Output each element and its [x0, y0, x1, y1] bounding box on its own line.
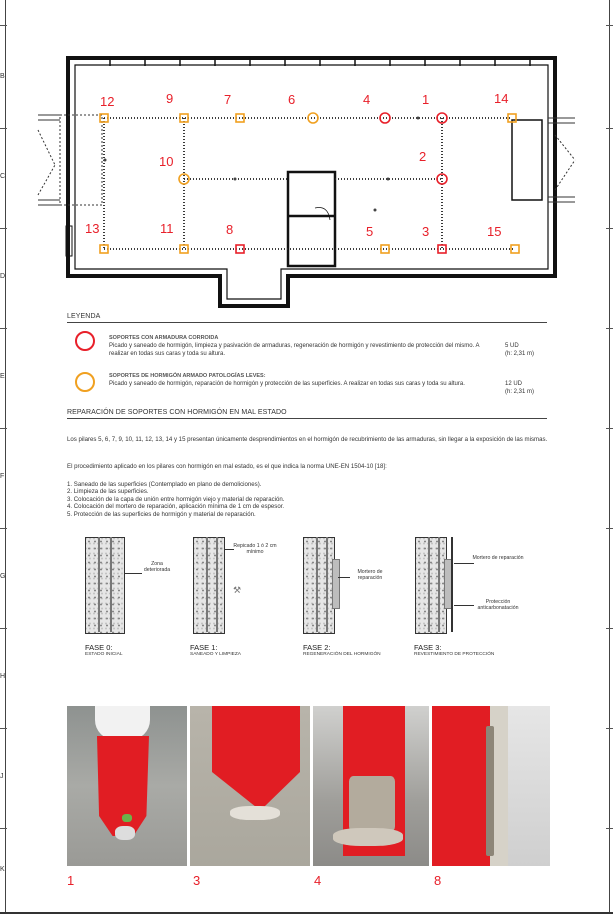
photo-label-8: 8: [434, 873, 442, 888]
photo-label-1: 1: [67, 873, 75, 888]
phase-2-title: FASE 2:: [303, 643, 331, 652]
pillar-label: 9: [166, 91, 174, 106]
ruler-label: G: [0, 573, 6, 580]
sheet-bottom-border: [0, 912, 613, 914]
legend-corroded-circle-icon: [75, 331, 95, 351]
phase-3-note: Mortero de reparación: [472, 555, 524, 561]
pillar-label: 6: [288, 92, 296, 107]
pillar-label: 7: [224, 92, 232, 107]
repair-paragraph-2: El procedimiento aplicado en los pilares con hormigón en mal estado, es el que indica la norma UNE-EN 1504-10 [18]:: [67, 463, 387, 470]
pillar-label: 2: [419, 149, 427, 164]
left-grid-ruler: [0, 0, 7, 912]
floor-plan: [30, 40, 585, 310]
legend-mild-text: Picado y saneado de hormigón, reparación de hormigón y protección de las superficies. A realizar en todas sus caras y toda su altura.: [109, 381, 465, 387]
pillar-marker: [381, 245, 389, 253]
building-inner-wall: [75, 65, 548, 299]
phase-2-diagram: [298, 537, 398, 637]
photo-pillar-1: [67, 706, 187, 866]
right-annex: [512, 118, 575, 202]
pillar-label: 14: [494, 91, 509, 106]
phase-3-title: FASE 3:: [414, 643, 442, 652]
pillar-marker: [438, 245, 446, 253]
pillar-marker: [180, 245, 188, 253]
ruler-label: H: [0, 673, 6, 680]
repair-step: 5. Protección de las superficies de hormigón y material de reparación.: [67, 510, 256, 518]
photo-pillar-4: [313, 706, 429, 866]
pillar-label: 12: [100, 94, 115, 109]
pillar-label: 5: [366, 224, 374, 239]
pillar-marker: [308, 113, 318, 123]
pillar-label: 1: [422, 92, 430, 107]
legend-mild-heading: SOPORTES DE HORMIGÓN ARMADO PATOLOGÍAS LEVES:: [109, 373, 266, 379]
legend-corroded-qty: 5 UD (h: 2,31 m): [505, 343, 535, 357]
pillar-marker: [380, 113, 390, 123]
phase-3-note-2: Protección anticarbonatación: [477, 599, 519, 611]
photo-label-4: 4: [314, 873, 322, 888]
phase-1-diagram: [188, 537, 288, 637]
pillar-label: 3: [422, 224, 430, 239]
photo-pillar-8: [432, 706, 550, 866]
repair-step: 4. Colocación del mortero de reparación, aplicación mínima de 1 cm de espesor.: [67, 503, 285, 511]
legend-corroded-text: Picado y saneado de hormigón, limpieza y pasivación de armaduras, regeneración de hormigón y revestimiento de protección del mismo. A realizar en todas sus caras y toda su altura.: [109, 343, 480, 357]
ruler-label: D: [0, 273, 6, 280]
photo-label-3: 3: [193, 873, 201, 888]
repair-step: 3. Colocación de la capa de unión entre hormigón viejo y material de reparación.: [67, 495, 285, 503]
ruler-label: F: [0, 473, 5, 480]
pillar-label: 15: [487, 224, 502, 239]
phase-0-diagram: [80, 537, 180, 637]
legend-rule: [67, 322, 547, 323]
repair-step: 2. Limpieza de las superficies.: [67, 488, 149, 496]
legend-title: LEYENDA: [67, 313, 101, 320]
repair-step: 1. Saneado de las superficies (Contemplado en plano de demoliciones).: [67, 481, 262, 488]
phase-0-subtitle: ESTADO INICIAL: [85, 652, 123, 657]
phase-0-note: Zona deteriorada: [143, 561, 171, 573]
ruler-label: C: [0, 173, 6, 180]
repair-title: REPARACIÓN DE SOPORTES CON HORMIGÓN EN MAL ESTADO: [67, 409, 287, 416]
pillar-label: 13: [85, 221, 100, 236]
repair-steps-list: [67, 481, 557, 518]
legend-corroded-heading: SOPORTES CON ARMADURA CORROIDA: [109, 335, 219, 341]
legend-mild-circle-icon: [75, 372, 95, 392]
phase-2-subtitle: REGENERACIÓN DEL HORMIGÓN: [303, 652, 381, 657]
pillar-label: 11: [160, 221, 174, 236]
ruler-label: E: [0, 373, 5, 380]
plan-small-annotations: [104, 117, 420, 212]
photo-pillar-3: [190, 706, 310, 866]
ruler-label: J: [0, 773, 4, 780]
pillar-label: 10: [159, 154, 174, 169]
phase-3-diagram: [410, 537, 524, 637]
hammer-icon: ⚒: [232, 585, 242, 595]
ruler-label: B: [0, 73, 5, 80]
ruler-label: K: [0, 866, 5, 873]
phase-2-note: Mortero de reparación: [357, 569, 383, 581]
pillar-label: 8: [226, 222, 234, 237]
repair-paragraph-1: Los pilares 5, 6, 7, 9, 10, 11, 12, 13, 14 y 15 presentan únicamente desprendimientos en el hormigón de recubrimiento de las armaduras, sin llegar a la exposición de las mismas.: [67, 436, 548, 443]
pillar-label: 4: [363, 92, 371, 107]
phase-1-subtitle: SANEADO Y LIMPIEZA: [190, 652, 242, 657]
legend-mild-qty: 12 UD (h: 2,31 m): [505, 381, 535, 395]
phase-0-title: FASE 0:: [85, 643, 113, 652]
phase-3-subtitle: REVESTIMIENTO DE PROTECCIÓN: [414, 652, 495, 657]
phase-1-note: Repicado 1 ó 2 cm mínimo: [233, 543, 277, 555]
phase-1-title: FASE 1:: [190, 643, 218, 652]
central-core: [288, 172, 335, 266]
repair-rule: [67, 418, 547, 419]
